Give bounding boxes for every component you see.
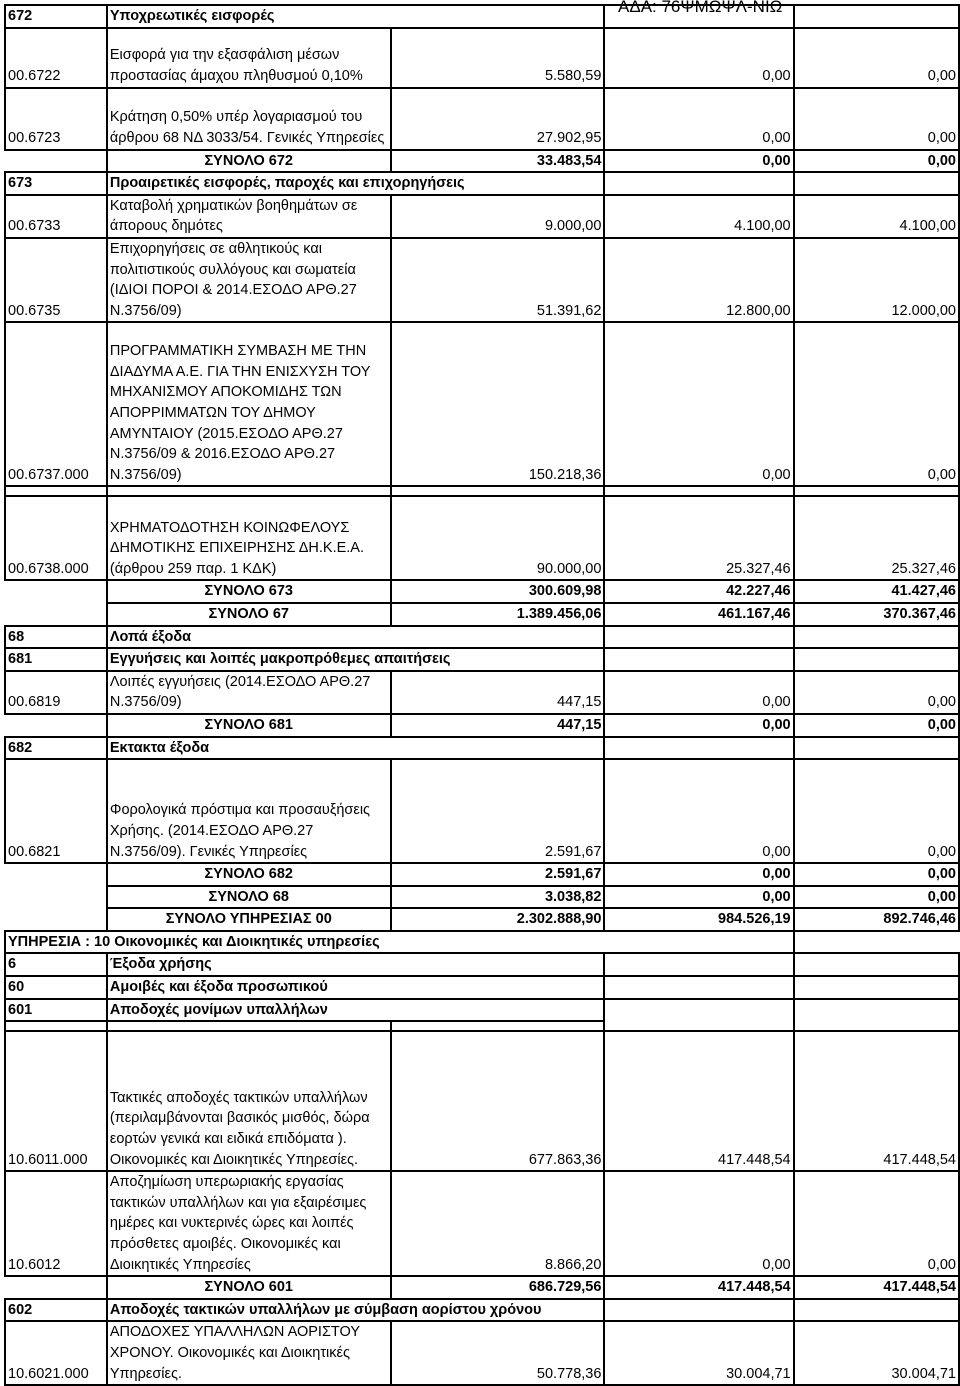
empty-cell: [794, 931, 959, 954]
amount-2: 4.100,00: [604, 195, 793, 238]
total-row: [5, 603, 959, 626]
amount-1: 677.863,36: [391, 1031, 605, 1171]
line-description: ΠΡΟΓΡΑΜΜΑΤΙΚΗ ΣΥΜΒΑΣΗ ΜΕ ΤΗΝ ΔΙΑΔΥΜΑ Α.Ε. ΓΙΑ ΤΗΝ ΕΝΙΣΧΥΣΗ ΤΟΥ ΜΗΧΑΝΙΣΜΟΥ ΑΠΟΚΟΜΙΔΗΣ ΤΩΝ ΑΠΟΡΡΙΜΜΑΤΩΝ ΤΟΥ ΔΗΜΟΥ ΑΜΥΝΤΑΙΟΥ (2015.ΕΣΟΔΟ ΑΡΘ.27 Ν.3756/09 & 2016.ΕΣΟΔΟ ΑΡΘ.27 Ν.3756/09): [107, 322, 391, 486]
heading-label: Αμοιβές και έξοδα προσωπικού: [107, 976, 605, 999]
line-description: ΑΠΟΔΟΧΕΣ ΥΠΑΛΛΗΛΩΝ ΑΟΡΙΣΤΟΥ ΧΡΟΝΟΥ. Οικονομικές και Διοικητικές Υπηρεσίες.: [107, 1321, 391, 1385]
account-code: 6: [5, 953, 107, 976]
total-label: ΣΥΝΟΛΟ 672: [107, 150, 391, 173]
spacer-cell: [604, 486, 793, 496]
heading-row: [5, 5, 959, 28]
line-item-row: [5, 238, 959, 322]
amount-1: 150.218,36: [391, 322, 605, 486]
amount-2: 0,00: [604, 759, 793, 863]
line-item-row: [5, 759, 959, 863]
total-row: [5, 1276, 959, 1299]
empty-cell: [604, 172, 793, 195]
line-description: Φορολογικά πρόστιμα και προσαυξήσεις Χρήσης. (2014.ΕΣΟΔΟ ΑΡΘ.27 Ν.3756/09). Γενικές Υπηρεσίες: [107, 759, 391, 863]
total-label: ΣΥΝΟΛΟ 673: [107, 580, 391, 603]
empty-cell: [604, 976, 793, 999]
amount-1: 90.000,00: [391, 496, 605, 580]
total-label: ΣΥΝΟΛΟ 67: [107, 603, 391, 626]
budget-table: [4, 4, 960, 1386]
heading-label: Λοπά έξοδα: [107, 626, 605, 649]
amount-3: 12.000,00: [794, 238, 959, 322]
spacer-row: [5, 1021, 959, 1031]
amount-2: 0,00: [604, 28, 793, 88]
line-description: Λοιπές εγγυήσεις (2014.ΕΣΟΔΟ ΑΡΘ.27 Ν.3756/09): [107, 671, 391, 714]
account-code: 60: [5, 976, 107, 999]
total-row: [5, 714, 959, 737]
amount-1: 447,15: [391, 671, 605, 714]
amount-3: 0,00: [794, 759, 959, 863]
empty-cell: [5, 603, 107, 626]
spacer-cell: [5, 486, 107, 496]
total-amount-2: 0,00: [604, 150, 793, 173]
empty-cell: [794, 648, 959, 671]
amount-3: 30.004,71: [794, 1321, 959, 1385]
empty-cell: [5, 580, 107, 603]
empty-cell: [794, 5, 959, 28]
total-amount-3: 0,00: [794, 863, 959, 886]
empty-cell: [794, 999, 959, 1022]
service-label: ΥΠΗΡΕΣΙΑ : 10 Οικονομικές και Διοικητικές υπηρεσίες: [5, 931, 794, 954]
total-amount-2: 0,00: [604, 863, 793, 886]
total-amount-1: 1.389.456,06: [391, 603, 605, 626]
heading-label: Αποδοχές μονίμων υπαλλήλων: [107, 999, 605, 1022]
total-amount-2: 0,00: [604, 886, 793, 909]
total-amount-3: 41.427,46: [794, 580, 959, 603]
account-code: 602: [5, 1299, 107, 1322]
line-description: Τακτικές αποδοχές τακτικών υπαλλήλων (περιλαμβάνονται βασικός μισθός, δώρα εορτών γενικά και ειδικά επιδόματα ). Οικονομικές και Διοικητικές Υπηρεσίες.: [107, 1031, 391, 1171]
total-amount-2: 417.448,54: [604, 1276, 793, 1299]
amount-3: 4.100,00: [794, 195, 959, 238]
heading-row: [5, 999, 959, 1022]
total-row: [5, 908, 959, 931]
spacer-cell: [391, 1021, 605, 1031]
empty-cell: [794, 626, 959, 649]
amount-3: 0,00: [794, 88, 959, 150]
heading-row: [5, 626, 959, 649]
account-code: 00.6821: [5, 759, 107, 863]
account-code: 682: [5, 737, 107, 760]
total-amount-2: 984.526,19: [604, 908, 793, 931]
amount-3: 0,00: [794, 28, 959, 88]
account-code: 681: [5, 648, 107, 671]
empty-cell: [5, 886, 107, 909]
account-code: 00.6737.000: [5, 322, 107, 486]
line-item-row: [5, 195, 959, 238]
amount-3: 0,00: [794, 1171, 959, 1276]
amount-1: 5.580,59: [391, 28, 605, 88]
empty-cell: [604, 626, 793, 649]
empty-cell: [604, 953, 793, 976]
heading-label: Εγγυήσεις και λοιπές μακροπρόθεμες απαιτήσεις: [107, 648, 605, 671]
empty-cell: [794, 172, 959, 195]
spacer-cell: [107, 486, 391, 496]
account-code: 10.6021.000: [5, 1321, 107, 1385]
empty-cell: [794, 953, 959, 976]
amount-2: 0,00: [604, 671, 793, 714]
empty-cell: [794, 1299, 959, 1322]
total-row: [5, 863, 959, 886]
amount-3: 417.448,54: [794, 1031, 959, 1171]
account-code: 601: [5, 999, 107, 1022]
account-code: 10.6012: [5, 1171, 107, 1276]
amount-1: 27.902,95: [391, 88, 605, 150]
line-description: Εισφορά για την εξασφάλιση μέσων προστασίας άμαχου πληθυσμού 0,10%: [107, 28, 391, 88]
account-code: 00.6735: [5, 238, 107, 322]
heading-row: [5, 976, 959, 999]
line-item-row: [5, 88, 959, 150]
line-description: Καταβολή χρηματικών βοηθημάτων σε άπορους δημότες: [107, 195, 391, 238]
amount-3: 0,00: [794, 671, 959, 714]
line-item-row: [5, 1171, 959, 1276]
amount-2: 12.800,00: [604, 238, 793, 322]
account-code: 00.6733: [5, 195, 107, 238]
empty-cell: [604, 737, 793, 760]
total-row: [5, 150, 959, 173]
total-amount-1: 2.591,67: [391, 863, 605, 886]
empty-cell: [604, 999, 793, 1022]
account-code: 68: [5, 626, 107, 649]
amount-2: 0,00: [604, 322, 793, 486]
amount-2: 30.004,71: [604, 1321, 793, 1385]
total-amount-1: 3.038,82: [391, 886, 605, 909]
amount-1: 9.000,00: [391, 195, 605, 238]
empty-cell: [5, 714, 107, 737]
heading-label: Εκτακτα έξοδα: [107, 737, 605, 760]
amount-2: 25.327,46: [604, 496, 793, 580]
heading-row: [5, 648, 959, 671]
account-code: 10.6011.000: [5, 1031, 107, 1171]
line-description: Αποζημίωση υπερωριακής εργασίας τακτικών υπαλλήλων και για εξαιρέσιμες ημέρες και νυκτερινές ώρες και λοιπές πρόσθετες αμοιβές. Οικονομικές και Διοικητικές Υπηρεσίες: [107, 1171, 391, 1276]
heading-row: [5, 172, 959, 195]
line-item-row: [5, 1321, 959, 1385]
empty-cell: [794, 976, 959, 999]
account-code: 00.6819: [5, 671, 107, 714]
heading-label: Προαιρετικές εισφορές, παροχές και επιχορηγήσεις: [107, 172, 605, 195]
account-code: 672: [5, 5, 107, 28]
amount-1: 50.778,36: [391, 1321, 605, 1385]
empty-cell: [604, 1299, 793, 1322]
spacer-row: [5, 486, 959, 496]
service-row: [5, 931, 959, 954]
total-amount-3: 892.746,46: [794, 908, 959, 931]
total-amount-3: 370.367,46: [794, 603, 959, 626]
line-description: ΧΡΗΜΑΤΟΔΟΤΗΣΗ ΚΟΙΝΩΦΕΛΟΥΣ ΔΗΜΟΤΙΚΗΣ ΕΠΙΧΕΙΡΗΣΗΣ ΔΗ.Κ.Ε.Α. (άρθρου 259 παρ. 1 ΚΔΚ): [107, 496, 391, 580]
total-amount-1: 33.483,54: [391, 150, 605, 173]
spacer-cell: [794, 486, 959, 496]
line-description: Επιχορηγήσεις σε αθλητικούς και πολιτιστικούς συλλόγους και σωματεία (ΙΔΙΟΙ ΠΟΡΟΙ & 2014.ΕΣΟΔΟ ΑΡΘ.27 Ν.3756/09): [107, 238, 391, 322]
amount-3: 25.327,46: [794, 496, 959, 580]
line-item-row: [5, 1031, 959, 1171]
total-amount-3: 0,00: [794, 886, 959, 909]
total-row: [5, 886, 959, 909]
spacer-cell: [794, 1021, 959, 1031]
amount-2: 0,00: [604, 1171, 793, 1276]
amount-1: 2.591,67: [391, 759, 605, 863]
spacer-cell: [107, 1021, 391, 1031]
empty-cell: [794, 737, 959, 760]
heading-row: [5, 953, 959, 976]
total-amount-1: 686.729,56: [391, 1276, 605, 1299]
total-row: [5, 580, 959, 603]
amount-2: 417.448,54: [604, 1031, 793, 1171]
account-code: 00.6722: [5, 28, 107, 88]
amount-1: 51.391,62: [391, 238, 605, 322]
total-amount-1: 447,15: [391, 714, 605, 737]
total-label: ΣΥΝΟΛΟ ΥΠΗΡΕΣΙΑΣ 00: [107, 908, 391, 931]
amount-3: 0,00: [794, 322, 959, 486]
account-code: 673: [5, 172, 107, 195]
total-label: ΣΥΝΟΛΟ 682: [107, 863, 391, 886]
heading-label: Αποδοχές τακτικών υπαλλήλων με σύμβαση αορίστου χρόνου: [107, 1299, 605, 1322]
total-label: ΣΥΝΟΛΟ 681: [107, 714, 391, 737]
total-amount-3: 0,00: [794, 714, 959, 737]
heading-row: [5, 737, 959, 760]
total-amount-3: 417.448,54: [794, 1276, 959, 1299]
total-amount-3: 0,00: [794, 150, 959, 173]
heading-label: Υποχρεωτικές εισφορές: [107, 5, 605, 28]
total-label: ΣΥΝΟΛΟ 68: [107, 886, 391, 909]
line-item-row: [5, 496, 959, 580]
total-amount-2: 461.167,46: [604, 603, 793, 626]
empty-cell: [5, 908, 107, 931]
spacer-cell: [5, 1021, 107, 1031]
total-amount-1: 2.302.888,90: [391, 908, 605, 931]
heading-label: Έξοδα χρήσης: [107, 953, 605, 976]
line-description: Κράτηση 0,50% υπέρ λογαριασμού του άρθρου 68 ΝΔ 3033/54. Γενικές Υπηρεσίες: [107, 88, 391, 150]
empty-cell: [5, 1276, 107, 1299]
line-item-row: [5, 671, 959, 714]
spacer-cell: [604, 1021, 793, 1031]
empty-cell: [604, 648, 793, 671]
total-label: ΣΥΝΟΛΟ 601: [107, 1276, 391, 1299]
line-item-row: [5, 322, 959, 486]
account-code: 00.6738.000: [5, 496, 107, 580]
empty-cell: [5, 150, 107, 173]
account-code: 00.6723: [5, 88, 107, 150]
total-amount-1: 300.609,98: [391, 580, 605, 603]
amount-2: 0,00: [604, 88, 793, 150]
line-item-row: [5, 28, 959, 88]
empty-cell: [5, 863, 107, 886]
total-amount-2: 42.227,46: [604, 580, 793, 603]
ada-stamp: ΑΔΑ: 76ΨΜΩΨΛ-ΝΙΩ: [618, 0, 783, 16]
spacer-cell: [391, 486, 605, 496]
total-amount-2: 0,00: [604, 714, 793, 737]
heading-row: [5, 1299, 959, 1322]
amount-1: 8.866,20: [391, 1171, 605, 1276]
